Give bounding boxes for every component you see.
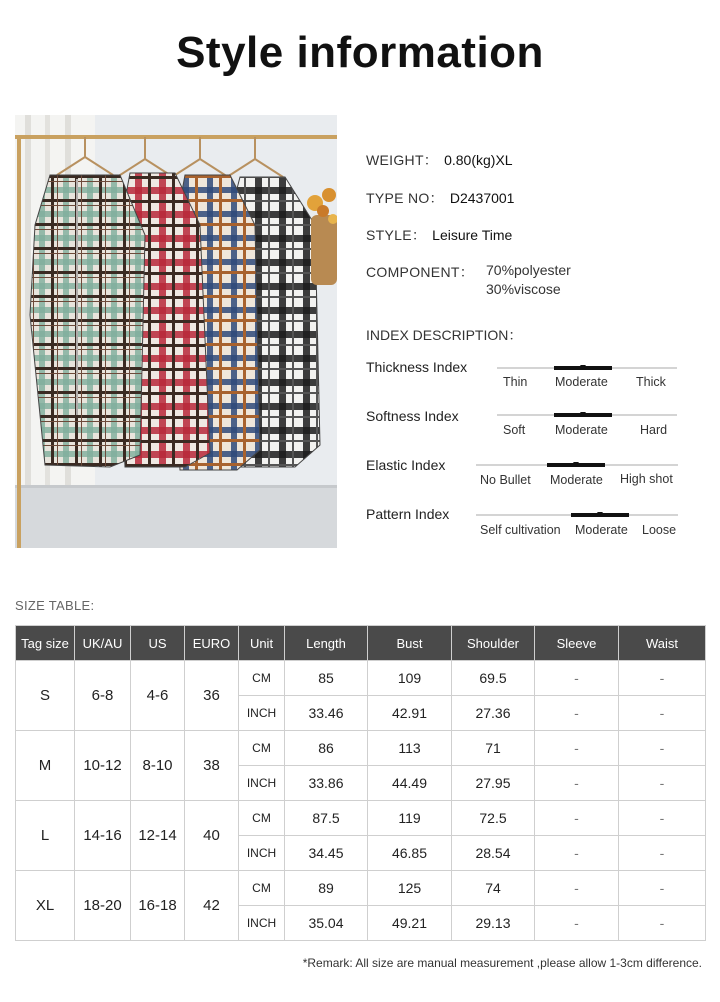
weight-label: WEIGHT：	[366, 152, 439, 168]
length-cell: 34.45	[285, 836, 368, 871]
softness-option: Soft	[503, 423, 526, 437]
weight-row	[366, 150, 513, 170]
style-row	[366, 225, 512, 245]
unit-cell: INCH	[239, 836, 285, 871]
remark-note: *Remark: All size are manual measurement ,please allow 1-3cm difference.	[302, 956, 702, 970]
sleeve-cell: -	[535, 871, 619, 906]
pattern-option-selected: Moderate	[575, 523, 628, 537]
pattern-tick-icon	[597, 512, 603, 516]
sleeve-cell: -	[535, 801, 619, 836]
unit-cell: CM	[239, 871, 285, 906]
length-cell: 89	[285, 871, 368, 906]
sleeve-cell: -	[535, 836, 619, 871]
table-header-row	[16, 626, 706, 661]
col-header: Waist	[619, 626, 706, 661]
uk-cell: 6-8	[75, 661, 131, 731]
waist-cell: -	[619, 766, 706, 801]
elastic-tick-icon	[573, 462, 579, 466]
bust-cell: 42.91	[368, 696, 452, 731]
waist-cell: -	[619, 836, 706, 871]
col-header: Length	[285, 626, 368, 661]
unit-cell: INCH	[239, 906, 285, 941]
euro-cell: 36	[185, 661, 239, 731]
sleeve-cell: -	[535, 661, 619, 696]
uk-cell: 10-12	[75, 731, 131, 801]
table-row	[16, 871, 706, 906]
shoulder-cell: 29.13	[452, 906, 535, 941]
component-line-2: 30%viscose	[486, 281, 561, 297]
style-value: Leisure Time	[432, 227, 513, 243]
euro-cell: 42	[185, 871, 239, 941]
col-header: Tag size	[16, 626, 75, 661]
shoulder-cell: 74	[452, 871, 535, 906]
type-value: D2437001	[449, 190, 515, 206]
size-table-heading: SIZE TABLE:	[15, 598, 95, 613]
table-row	[16, 731, 706, 766]
elastic-index-label: Elastic Index	[366, 457, 446, 473]
waist-cell: -	[619, 731, 706, 766]
unit-cell: INCH	[239, 696, 285, 731]
type-row	[366, 188, 514, 208]
pattern-index-label: Pattern Index	[366, 506, 450, 522]
col-header: Unit	[239, 626, 285, 661]
length-cell: 33.46	[285, 696, 368, 731]
pattern-scale	[476, 514, 678, 516]
uk-cell: 14-16	[75, 801, 131, 871]
col-header: Bust	[368, 626, 452, 661]
tag-size-cell: S	[16, 661, 75, 731]
shoulder-cell: 27.36	[452, 696, 535, 731]
sleeve-cell: -	[535, 696, 619, 731]
table-row	[16, 661, 706, 696]
col-header: UK/AU	[75, 626, 131, 661]
bust-cell: 109	[368, 661, 452, 696]
bust-cell: 113	[368, 731, 452, 766]
col-header: EURO	[185, 626, 239, 661]
softness-scale	[497, 414, 677, 416]
thickness-option: Thick	[636, 375, 666, 389]
page-title: Style information	[176, 28, 544, 77]
unit-cell: INCH	[239, 766, 285, 801]
bust-cell: 44.49	[368, 766, 452, 801]
us-cell: 8-10	[131, 731, 185, 801]
thickness-option: Thin	[503, 375, 528, 389]
us-cell: 4-6	[131, 661, 185, 731]
waist-cell: -	[619, 801, 706, 836]
unit-cell: CM	[239, 661, 285, 696]
us-cell: 16-18	[131, 871, 185, 941]
shoulder-cell: 72.5	[452, 801, 535, 836]
euro-cell: 38	[185, 731, 239, 801]
type-label: TYPE NO：	[366, 190, 444, 206]
length-cell: 33.86	[285, 766, 368, 801]
component-line-1: 70%polyester	[486, 262, 571, 278]
pattern-option: Loose	[642, 523, 677, 537]
table-row	[16, 801, 706, 836]
unit-cell: CM	[239, 801, 285, 836]
unit-cell: CM	[239, 731, 285, 766]
us-cell: 12-14	[131, 801, 185, 871]
euro-cell: 40	[185, 801, 239, 871]
elastic-option: High shot	[620, 472, 673, 486]
col-header: Shoulder	[452, 626, 535, 661]
size-table	[15, 625, 706, 941]
bust-cell: 49.21	[368, 906, 452, 941]
length-cell: 35.04	[285, 906, 368, 941]
tag-size-cell: XL	[16, 871, 75, 941]
length-cell: 85	[285, 661, 368, 696]
shoulder-cell: 69.5	[452, 661, 535, 696]
shoulder-cell: 28.54	[452, 836, 535, 871]
style-label: STYLE：	[366, 227, 427, 243]
component-label: COMPONENT：	[366, 264, 474, 280]
thickness-scale	[497, 367, 677, 369]
bust-cell: 46.85	[368, 836, 452, 871]
thickness-tick-icon	[580, 365, 586, 369]
index-heading: INDEX DESCRIPTION：	[366, 327, 523, 343]
softness-tick-icon	[580, 412, 586, 416]
tag-size-cell: L	[16, 801, 75, 871]
product-photo	[15, 115, 337, 548]
sleeve-cell: -	[535, 766, 619, 801]
sleeve-cell: -	[535, 731, 619, 766]
elastic-option-selected: Moderate	[550, 473, 603, 487]
softness-option: Hard	[640, 423, 668, 437]
waist-cell: -	[619, 871, 706, 906]
length-cell: 86	[285, 731, 368, 766]
thickness-index-label: Thickness Index	[366, 359, 468, 375]
col-header: Sleeve	[535, 626, 619, 661]
shoulder-cell: 27.95	[452, 766, 535, 801]
weight-value: 0.80(kg)XL	[444, 152, 513, 168]
tag-size-cell: M	[16, 731, 75, 801]
elastic-option: No Bullet	[480, 473, 531, 487]
thickness-option-selected: Moderate	[555, 375, 608, 389]
softness-option-selected: Moderate	[555, 423, 608, 437]
waist-cell: -	[619, 906, 706, 941]
col-header: US	[131, 626, 185, 661]
softness-index-label: Softness Index	[366, 408, 459, 424]
component-row	[366, 262, 626, 302]
bust-cell: 119	[368, 801, 452, 836]
uk-cell: 18-20	[75, 871, 131, 941]
bust-cell: 125	[368, 871, 452, 906]
pattern-option: Self cultivation	[480, 523, 561, 537]
length-cell: 87.5	[285, 801, 368, 836]
waist-cell: -	[619, 661, 706, 696]
waist-cell: -	[619, 696, 706, 731]
shoulder-cell: 71	[452, 731, 535, 766]
elastic-scale	[476, 464, 678, 466]
sleeve-cell: -	[535, 906, 619, 941]
